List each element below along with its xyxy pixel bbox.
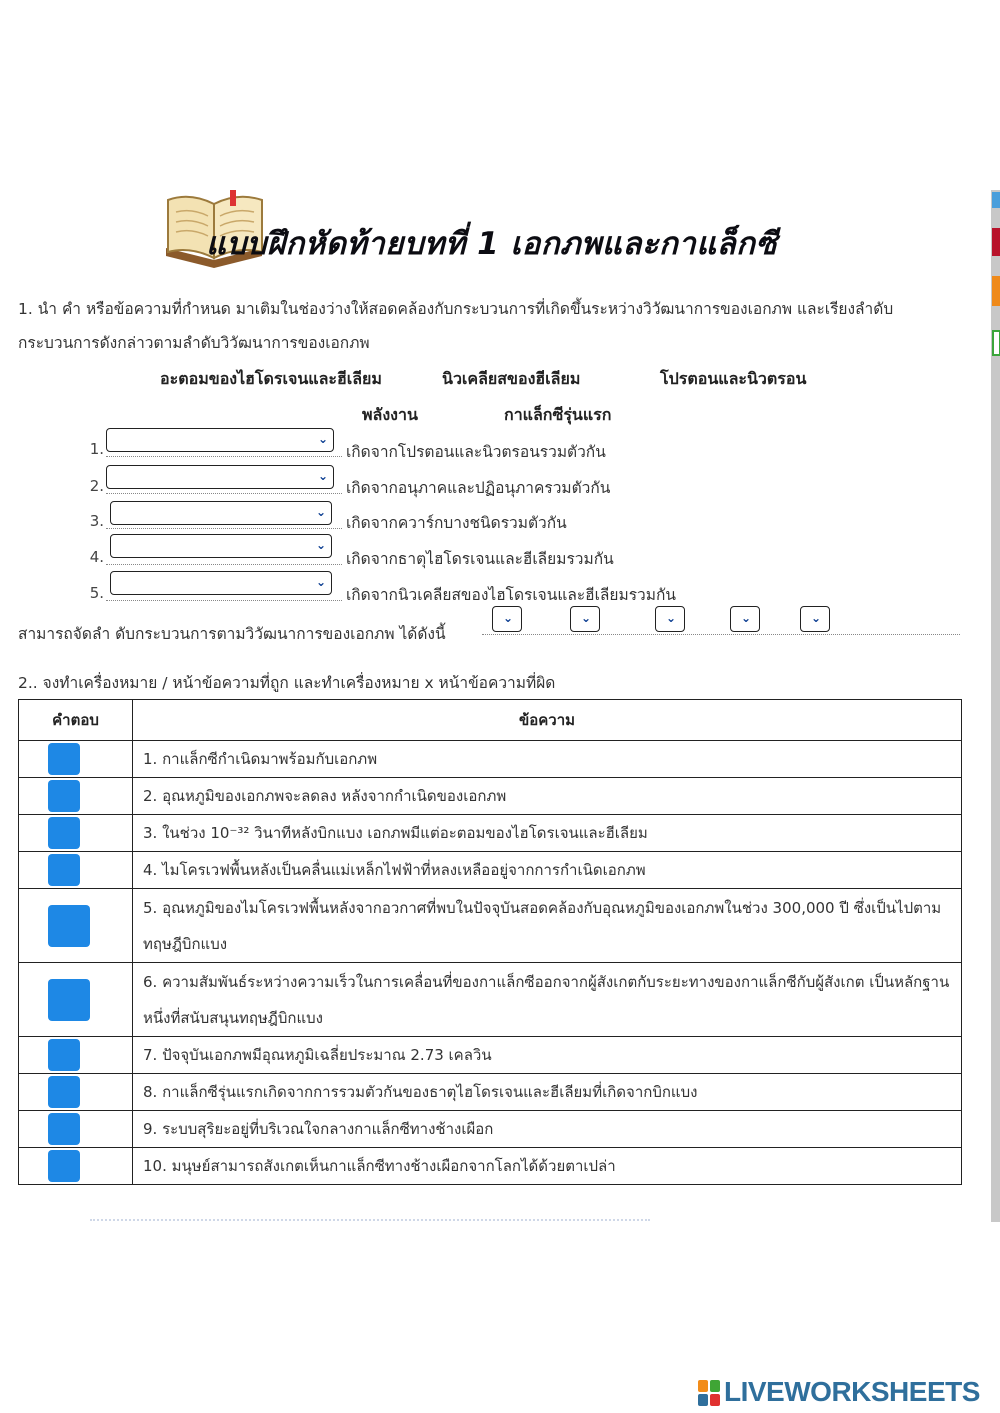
chevron-down-icon: ⌄ [315, 505, 326, 519]
table-row [19, 1074, 962, 1111]
statement-text: 10. มนุษย์สามารถสังเกตเห็นกาแล็กซีทางช้างเผือกจากโลกได้ด้วยตาเปล่า [133, 1148, 962, 1185]
answer-cell [19, 1074, 133, 1111]
answer-dropdown-2[interactable] [106, 465, 334, 489]
statement-text: 4. ไมโครเวฟพื้นหลังเป็นคลื่นแม่เหล็กไฟฟ้าที่หลงเหลืออยู่จากการกำเนิดเอกภพ [133, 852, 962, 889]
statement-column-header: ข้อความ [133, 700, 962, 741]
table-row [19, 963, 962, 1037]
table-header-row [19, 700, 962, 741]
side-tool-green[interactable] [992, 330, 1000, 356]
order-dropdown-5[interactable] [800, 606, 830, 632]
liveworksheets-grid-icon [698, 1380, 720, 1406]
word-bank-item: โปรตอนและนิวตรอน [660, 369, 807, 388]
dotted-line [106, 528, 342, 529]
statement-text: 9. ระบบสุริยะอยู่ที่บริเวณใจกลางกาแล็กซีทางช้างเผือก [133, 1111, 962, 1148]
answer-dropdown-5[interactable] [110, 571, 332, 595]
dotted-line [106, 600, 342, 601]
side-tool-blue[interactable] [992, 192, 1000, 208]
word-bank-item: อะตอมของไฮโดรเจนและฮีเลียม [160, 369, 382, 388]
side-tool-orange[interactable] [992, 276, 1000, 306]
word-bank-item: กาแล็กซีรุ่นแรก [504, 405, 612, 424]
worksheet-title: แบบฝึกหัดท้ายบทที่ 1 เอกภพและกาแล็กซี [206, 226, 777, 262]
row-description: เกิดจากควาร์กบางชนิดรวมตัวกัน [346, 514, 567, 532]
answer-box-7[interactable] [48, 1039, 80, 1071]
true-false-table [18, 699, 962, 1185]
row-number: 1. [89, 440, 104, 458]
dotted-line [106, 564, 342, 565]
word-bank-item: นิวเคลียสของฮีเลียม [442, 369, 581, 388]
word-bank-item: พลังงาน [362, 405, 418, 424]
statement-text: 2. อุณหภูมิของเอกภพจะลดลง หลังจากกำเนิดของเอกภพ [133, 778, 962, 815]
table-row [19, 741, 962, 778]
row-description: เกิดจากนิวเคลียสของไฮโดรเจนและฮีเลียมรวมกัน [346, 586, 676, 604]
answer-cell [19, 889, 133, 963]
chevron-down-icon: ⌄ [740, 611, 751, 625]
row-number: 2. [89, 477, 104, 495]
statement-text: 8. กาแล็กซีรุ่นแรกเกิดจากการรวมตัวกันของธาตุไฮโดรเจนและฮีเลียมที่เกิดจากบิกแบง [133, 1074, 962, 1111]
row-description: เกิดจากโปรตอนและนิวตรอนรวมตัวกัน [346, 443, 606, 461]
row-number: 3. [89, 512, 104, 530]
statement-text: 6. ความสัมพันธ์ระหว่างความเร็วในการเคลื่อนที่ของกาแล็กซีออกจากผู้สังเกตกับระยะทางของกาแล็กซีกับผู้สังเกต เป็นหลักฐานหนึ่งที่สนับสนุนทฤษฎีบิกแบง [133, 963, 962, 1037]
table-row [19, 1111, 962, 1148]
answer-cell [19, 741, 133, 778]
dotted-line [482, 634, 960, 635]
answer-dropdown-4[interactable] [110, 534, 332, 558]
chevron-down-icon: ⌄ [580, 611, 591, 625]
chevron-down-icon: ⌄ [317, 469, 328, 483]
table-row [19, 815, 962, 852]
brand-name: LIVEWORKSHEETS [724, 1376, 980, 1407]
table-row [19, 852, 962, 889]
side-tool-red[interactable] [992, 228, 1000, 256]
answer-box-1[interactable] [48, 743, 80, 775]
dotted-line [106, 456, 342, 457]
question-2-instruction: 2.. จงทำเครื่องหมาย / หน้าข้อความที่ถูก และทำเครื่องหมาย x หน้าข้อความที่ผิด [18, 674, 556, 692]
table-row [19, 889, 962, 963]
answer-box-9[interactable] [48, 1113, 80, 1145]
answer-box-5[interactable] [48, 905, 90, 947]
row-description: เกิดจากธาตุไฮโดรเจนและฮีเลียมรวมกัน [346, 550, 614, 568]
answer-box-6[interactable] [48, 979, 90, 1021]
answer-dropdown-1[interactable] [106, 428, 334, 452]
order-label: สามารถจัดลำ ดับกระบวนการตามวิวัฒนาการของเอกภพ ได้ดังนี้ [18, 625, 446, 643]
answer-cell [19, 778, 133, 815]
chevron-down-icon: ⌄ [315, 575, 326, 589]
statement-text: 3. ในช่วง 10⁻³² วินาทีหลังบิกแบง เอกภพมีแต่อะตอมของไฮโดรเจนและฮีเลียม [133, 815, 962, 852]
order-dropdown-3[interactable] [655, 606, 685, 632]
statement-text: 5. อุณหภูมิของไมโครเวฟพื้นหลังจากอวกาศที่พบในปัจจุบันสอดคล้องกับอุณหภูมิของเอกภพในช่วง 300,000 ปี ซึ่งเป็นไปตามทฤษฎีบิกแบง [133, 889, 962, 963]
chevron-down-icon: ⌄ [315, 538, 326, 552]
answer-box-10[interactable] [48, 1150, 80, 1182]
answer-cell [19, 1148, 133, 1185]
row-number: 4. [89, 548, 104, 566]
row-description: เกิดจากอนุภาคและปฏิอนุภาครวมตัวกัน [346, 479, 611, 497]
row-number: 5. [89, 584, 104, 602]
table-row [19, 1148, 962, 1185]
answer-box-4[interactable] [48, 854, 80, 886]
table-row [19, 778, 962, 815]
question-1-instruction: 1. นำ คำ หรือข้อความที่กำหนด มาเติมในช่องว่างให้สอดคล้องกับกระบวนการที่เกิดขึ้นระหว่างวิวัฒนาการของเอกภพ และเรียงลำดับกระบวนการดังกล่าวตามลำดับวิวัฒนาการของเอกภพ [18, 300, 894, 352]
title-banner [158, 190, 798, 270]
order-dropdown-1[interactable] [492, 606, 522, 632]
order-dropdown-2[interactable] [570, 606, 600, 632]
chevron-down-icon: ⌄ [810, 611, 821, 625]
dotted-line [106, 493, 342, 494]
chevron-down-icon: ⌄ [665, 611, 676, 625]
order-dropdown-4[interactable] [730, 606, 760, 632]
statement-text: 7. ปัจจุบันเอกภพมีอุณหภูมิเฉลี่ยประมาณ 2.73 เคลวิน [133, 1037, 962, 1074]
answer-column-header: คำตอบ [19, 700, 133, 741]
faint-divider [90, 1219, 650, 1221]
answer-cell [19, 852, 133, 889]
answer-box-8[interactable] [48, 1076, 80, 1108]
answer-cell [19, 1111, 133, 1148]
chevron-down-icon: ⌄ [502, 611, 513, 625]
answer-cell [19, 1037, 133, 1074]
answer-cell [19, 815, 133, 852]
statement-text: 1. กาแล็กซีกำเนิดมาพร้อมกับเอกภพ [133, 741, 962, 778]
answer-dropdown-3[interactable] [110, 501, 332, 525]
answer-box-2[interactable] [48, 780, 80, 812]
table-row [19, 1037, 962, 1074]
chevron-down-icon: ⌄ [317, 432, 328, 446]
answer-box-3[interactable] [48, 817, 80, 849]
answer-cell [19, 963, 133, 1037]
